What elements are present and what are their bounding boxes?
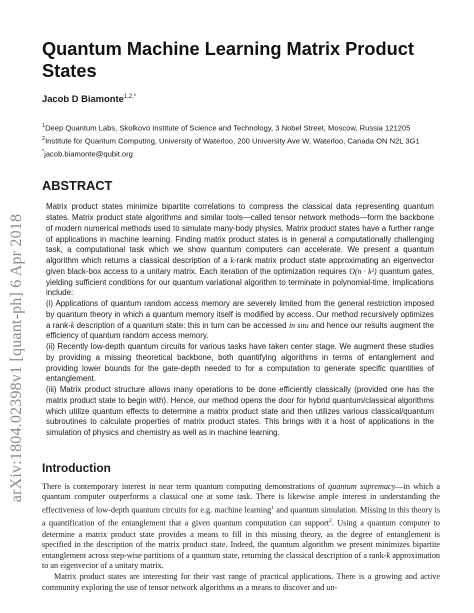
abstract-paragraph-1: Matrix product states minimize bipartite correlations to compress the classical data representing quantum states. Matrix product state algorithms and similar tools—called tensor network methods—form the backbone of modern numerical methods used to simulate many-body physics. Matrix product states have a further range of applications in machine learning. Finding matrix product states is in general a computationally challenging task, a computational task which we show quantum computers can accelerate. We present a quantum algorithm which returns a classical description of a k-rank matrix product state approximating an eigenvector given black-box access to a unitary matrix. Each iteration of the optimization requires O(n · k²) quantum gates, yielding sufficient conditions for our quantum variational algorithm to terminate in polynomial-time. Implications include: [46, 202, 435, 298]
abstract-paragraph-2: (i) Applications of quantum random access memory are severely limited from the general restriction imposed by quantum theory in which a quantum memory itself is modified by access. Our method recursively optimizes a rank-k description of a quantum state: this in turn can be accessed in situ and hence our results augment the efficiency of quantum random access memory. [46, 299, 435, 341]
abstract-paragraph-3: (ii) Recently low-depth quantum circuits for various tasks have taken center stage. We augment these studies by providing a missing theoretical backbone, both quantifying algorithms in terms of entanglement and providing lower bounds for the gate-depth needed to for a computation to generate specific quantities of entanglement. [46, 342, 434, 384]
arxiv-stamp [4, 148, 30, 568]
complexity-formula: O(n · k²) [349, 266, 377, 276]
author-email: *jacob.biamonte@qubit.org [42, 148, 133, 159]
intro-paragraph-1: There is contemporary interest in near term quantum computing demonstrations of quantum supremacy—in which a quantum computer outperforms a classical one at some task. There is likewise ample interest in understanding the effectiveness of low-depth quantum circuits for e.g. machine learning$^1$ and quantum simulation. Missing in this theory is a quantification of the entanglement that a given quantum computation can support$^2$. Using a quantum computer to determine a matrix product state provides a means to fill in this missing theory, as the degree of entanglement is specified in the description of the matrix product state. Indeed, the quantum algorithm we present minimizes bipartite entanglement across step-wise partitions of a quantum state, returning the classical description of a rank-k approximation to an eigenvector of a unitary matrix. [42, 481, 441, 571]
paper-page [42, 38, 440, 593]
abstract-paragraph-4: (iii) Matrix product structure allows many operations to be done efficiently classically (provided one has the matrix product state to begin with). Hence, our method opens the door for hybrid quantum/classical algorithms which utilize quantum effects to determine a matrix product state and then utilizes various classical/quantum subroutines to calculate properties of matrix product states. This brings with it a host of applications in the simulation of physics and chemistry as well as in machine learning. [46, 385, 434, 438]
introduction-heading: Introduction [42, 460, 111, 475]
affiliation-1: $^1$Deep Quantum Labs, Skolkovo Institute of Science and Technology, 3 Nobel Street, Moscow, Russia 121205 [42, 123, 411, 133]
abstract-heading: ABSTRACT [42, 178, 113, 194]
abstract-body [42, 202, 440, 439]
author-line [42, 91, 440, 105]
arxiv-identifier: arXiv:1804.02398v1 [quant-ph] 6 Apr 2018 [8, 213, 25, 503]
introduction-body [42, 482, 440, 593]
affiliation-2: $^2$Institute for Quantum Computing, University of Waterloo, 200 University Ave W, Waterloo, Canada ON N2L 3G1 [42, 135, 420, 146]
citation-2: 2 [329, 518, 332, 525]
citation-1: 1 [271, 505, 274, 512]
author-name: Jacob D Biamonte [42, 93, 124, 105]
paper-title: Quantum Machine Learning Matrix Product States [42, 39, 414, 81]
intro-paragraph-2: Matrix product states are interesting for their vast range of practical applications. There is a growing and active community exploring the use of tensor network algorithms as a means to discover and un- [42, 572, 440, 592]
affiliations [42, 121, 440, 159]
author-marks: 1,2,* [123, 94, 137, 100]
